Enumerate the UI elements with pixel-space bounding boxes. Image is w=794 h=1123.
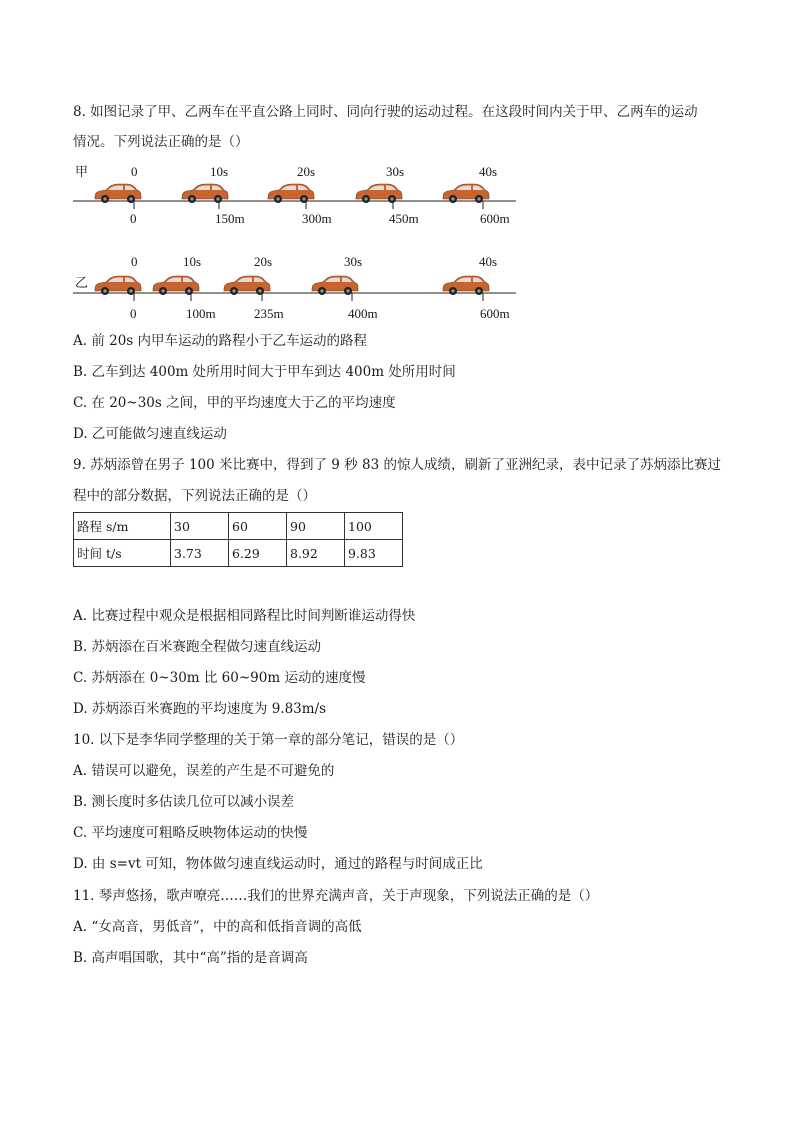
car-b-time-labels xyxy=(131,254,497,269)
q8-option-c: C. 在 20~30s 之间，甲的平均速度大于乙的平均速度 xyxy=(73,395,396,411)
car-a-icon-5 xyxy=(443,184,489,203)
q9-option-a: A. 比赛过程中观众是根据相同路程比时间判断谁运动得快 xyxy=(73,608,416,624)
q9-option-d: D. 苏炳添百米赛跑的平均速度为 9.83m/s xyxy=(73,701,327,717)
car-b-time-0: 0 xyxy=(131,254,138,269)
q11-option-a: A. “女高音，男低音”，中的高和低指音调的高低 xyxy=(73,919,362,935)
q10-option-b: B. 测长度时多估读几位可以减小误差 xyxy=(73,794,295,810)
car-b-icon-2 xyxy=(153,276,199,295)
car-b-time-4: 40s xyxy=(479,254,498,269)
car-a-time-2: 20s xyxy=(297,164,316,179)
q9-option-c: C. 苏炳添在 0~30m 比 60~90m 运动的速度慢 xyxy=(73,670,366,686)
table-row-time xyxy=(74,540,403,567)
q8-option-d: D. 乙可能做匀速直线运动 xyxy=(73,426,227,442)
car-a-distance-labels xyxy=(130,211,510,226)
q8-stem-line2: 情况。下列说法正确的是（） xyxy=(73,134,249,150)
q10-option-d: D. 由 s=vt 可知，物体做匀速直线运动时，通过的路程与时间成正比 xyxy=(73,856,483,872)
car-a-dist-4: 600m xyxy=(480,211,510,226)
table-header-distance: 路程 s/m xyxy=(74,513,171,540)
car-a-icon-4 xyxy=(356,184,402,203)
car-a-dist-1: 150m xyxy=(215,211,245,226)
table-cell: 8.92 xyxy=(287,540,345,567)
table-cell: 60 xyxy=(229,513,287,540)
car-a-icon-3 xyxy=(268,184,314,203)
q8-motion-diagram xyxy=(0,0,794,340)
table-cell: 9.83 xyxy=(345,540,403,567)
q10-option-a: A. 错误可以避免，误差的产生是不可避免的 xyxy=(73,763,335,779)
car-b-dist-2: 235m xyxy=(254,306,284,321)
q8-stem-line1: 8. 如图记录了甲、乙两车在平直公路上同时、同向行驶的运动过程。在这段时间内关于甲、乙两车的运动 xyxy=(73,104,698,120)
q8-option-b: B. 乙车到达 400m 处所用时间大于甲车到达 400m 处所用时间 xyxy=(73,364,456,380)
table-cell: 30 xyxy=(171,513,229,540)
car-a-time-3: 30s xyxy=(386,164,405,179)
q9-stem-line1: 9. 苏炳添曾在男子 100 米比赛中，得到了 9 秒 83 的惊人成绩，刷新了亚洲纪录，表中记录了苏炳添比赛过 xyxy=(73,457,721,473)
car-a-icon-2 xyxy=(182,184,228,203)
car-b-icon-3 xyxy=(224,276,270,295)
car-b-distance-labels xyxy=(130,306,510,321)
q9-stem-line2: 程中的部分数据，下列说法正确的是（） xyxy=(73,488,316,504)
car-a-label: 甲 xyxy=(75,164,89,179)
q9-data-table xyxy=(73,512,403,567)
car-b-icon-5 xyxy=(443,276,489,295)
car-a-time-labels xyxy=(131,164,497,179)
car-b-dist-0: 0 xyxy=(130,306,137,321)
table-header-time: 时间 t/s xyxy=(74,540,171,567)
car-a-time-0: 0 xyxy=(131,164,138,179)
q9-option-b: B. 苏炳添在百米赛跑全程做匀速直线运动 xyxy=(73,639,322,655)
car-b-time-1: 10s xyxy=(183,254,202,269)
car-b-dist-4: 600m xyxy=(480,306,510,321)
car-a-dist-0: 0 xyxy=(130,211,137,226)
table-cell: 90 xyxy=(287,513,345,540)
car-a-icon-1 xyxy=(95,184,141,203)
q10-stem: 10. 以下是李华同学整理的关于第一章的部分笔记，错误的是（） xyxy=(73,732,464,748)
car-b-dist-3: 400m xyxy=(348,306,378,321)
car-b-icon-4 xyxy=(312,276,358,295)
car-a-dist-2: 300m xyxy=(302,211,332,226)
q8-option-a: A. 前 20s 内甲车运动的路程小于乙车运动的路程 xyxy=(73,333,368,349)
q11-stem: 11. 琴声悠扬，歌声嘹亮……我们的世界充满声音，关于声现象，下列说法正确的是（） xyxy=(73,888,599,904)
car-b-dist-1: 100m xyxy=(186,306,216,321)
car-a-time-4: 40s xyxy=(479,164,498,179)
table-row-distance xyxy=(74,513,403,540)
car-b-icon-1 xyxy=(95,276,141,295)
car-b-label: 乙 xyxy=(75,275,89,290)
table-cell: 6.29 xyxy=(229,540,287,567)
q10-option-c: C. 平均速度可粗略反映物体运动的快慢 xyxy=(73,825,308,841)
q11-option-b: B. 高声唱国歌，其中“高”指的是音调高 xyxy=(73,950,308,966)
car-a-dist-3: 450m xyxy=(389,211,419,226)
table-cell: 3.73 xyxy=(171,540,229,567)
car-b-time-2: 20s xyxy=(254,254,273,269)
table-cell: 100 xyxy=(345,513,403,540)
car-b-time-3: 30s xyxy=(344,254,363,269)
car-a-time-1: 10s xyxy=(210,164,229,179)
